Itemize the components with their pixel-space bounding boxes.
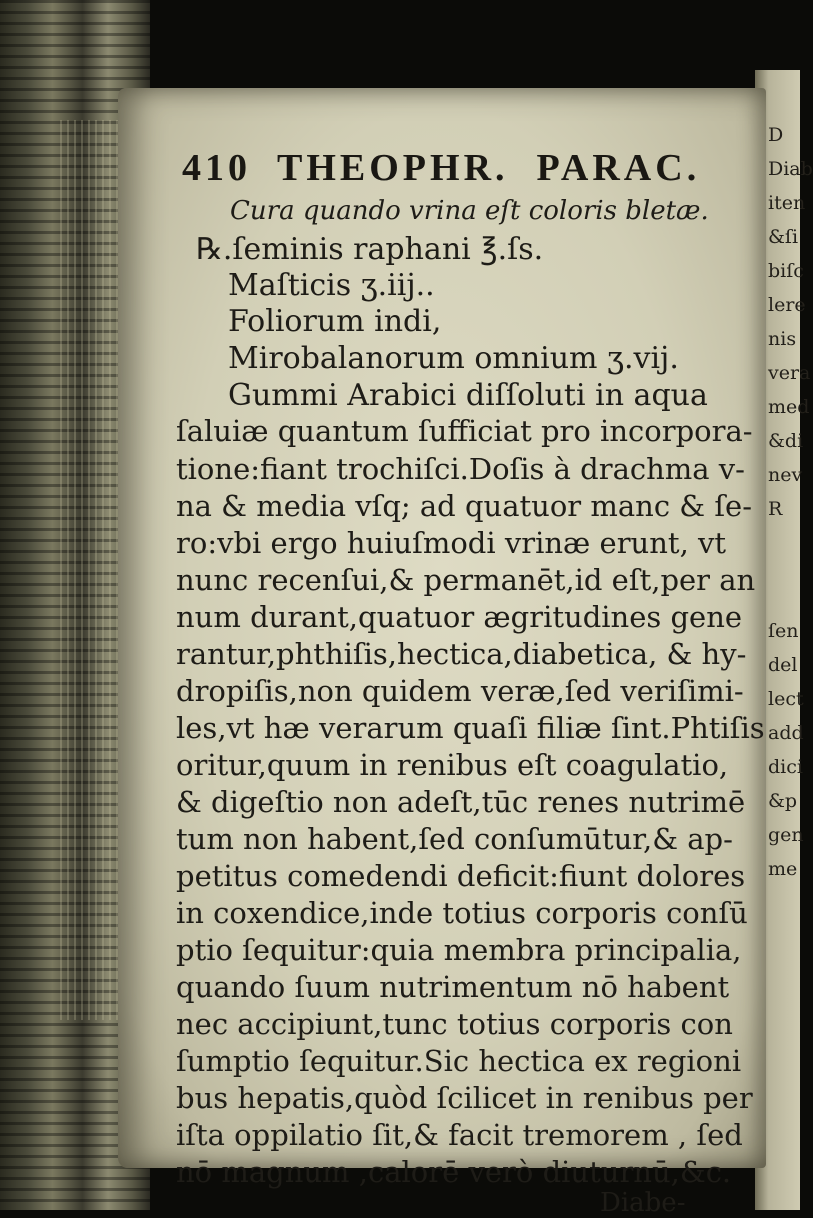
right-page-fragment: iten [768, 192, 806, 214]
body-line: tione:fiant trochiſci.Doſis à drachma v- [176, 452, 745, 486]
right-page-fragment: &ſi [768, 226, 799, 248]
body-line: ptio ſequitur:quia membra principalia, [176, 933, 742, 967]
body-line: les,vt hæ verarum quaſi filiæ ſint.Phtiſis [176, 711, 765, 745]
section-subtitle: Cura quando vrina eſt coloris bletæ. [230, 196, 709, 226]
body-line: ſumptio ſequitur.Sic hectica ex regioni [176, 1044, 742, 1078]
running-title-author: THEOPHR. [277, 147, 509, 189]
right-page-fragment: del [768, 654, 798, 676]
right-page-fragment: me [768, 858, 798, 880]
body-line: oritur,quum in renibus eſt coagulatio, [176, 748, 729, 782]
body-line: num durant,quatuor ægritudines gene [176, 600, 743, 634]
page-number: 410 [182, 147, 251, 189]
right-page-fragment: nis [768, 328, 797, 350]
recipe-line: Foliorum indi, [228, 304, 442, 339]
right-page-fragment: lect [768, 688, 804, 710]
right-page-fragment: &p [768, 790, 798, 812]
right-page-fragment: ſen [768, 620, 799, 642]
catchword: Diabe- [600, 1188, 686, 1218]
body-line: ro:vbi ergo huiuſmodi vrinæ erunt, vt [176, 526, 727, 560]
recipe-line: ℞.ſeminis raphani ℥.ſs. [196, 232, 544, 267]
body-line: bus hepatis,quòd ſcilicet in renibus per [176, 1081, 753, 1115]
running-header [182, 146, 700, 190]
right-page-fragment: nev [768, 464, 803, 486]
right-page-fragment: lere [768, 294, 806, 316]
right-page-fragment: dici [768, 756, 803, 778]
right-page-fragment: vera [768, 362, 811, 384]
body-line: nō magnum ,calorē verò diuturnū,&c. [176, 1155, 732, 1189]
right-page-fragment: D [768, 124, 784, 146]
recipe-line: Maſticis ʒ.iij.. [228, 268, 435, 303]
body-line: tum non habent,ſed conſumūtur,& ap- [176, 822, 733, 856]
body-line: dropiſis,non quidem veræ,ſed veriſimi- [176, 674, 744, 708]
body-line: petitus comedendi deficit:fiunt dolores [176, 859, 746, 893]
body-line: in coxendice,inde totius corporis conſū [176, 896, 748, 930]
right-page-fragment: add [768, 722, 804, 744]
body-line: quando ſuum nutrimentum nō habent [176, 970, 730, 1004]
body-line: rantur,phthiſis,hectica,diabetica, & hy- [176, 637, 747, 671]
right-page-fragment: biſc [768, 260, 804, 282]
right-page-fragment: Diab [768, 158, 813, 180]
body-line: nec accipiunt,tunc totius corporis con [176, 1007, 733, 1041]
body-line: nunc recenſui,& permanēt,id eſt,per an [176, 563, 756, 597]
running-title-part: PARAC. [536, 147, 701, 189]
recipe-line: Mirobalanorum omnium ʒ.vij. [228, 341, 679, 376]
body-line: ſaluiæ quantum ſufficiat pro incorpora- [176, 414, 753, 448]
body-line: iſta oppilatio ſit,& facit tremorem , ſed [176, 1118, 743, 1152]
right-page-fragment: gen [768, 824, 804, 846]
body-line: & digeſtio non adeſt,tūc renes nutrimē [176, 785, 746, 819]
recipe-line: Gummi Arabici diſſoluti in aqua [228, 378, 708, 413]
right-page-fragment: &di [768, 430, 804, 452]
body-line: na & media vſq; ad quatuor manc & ſe- [176, 489, 753, 523]
right-page-fragment: R [768, 498, 783, 520]
right-page-fragment: med [768, 396, 810, 418]
